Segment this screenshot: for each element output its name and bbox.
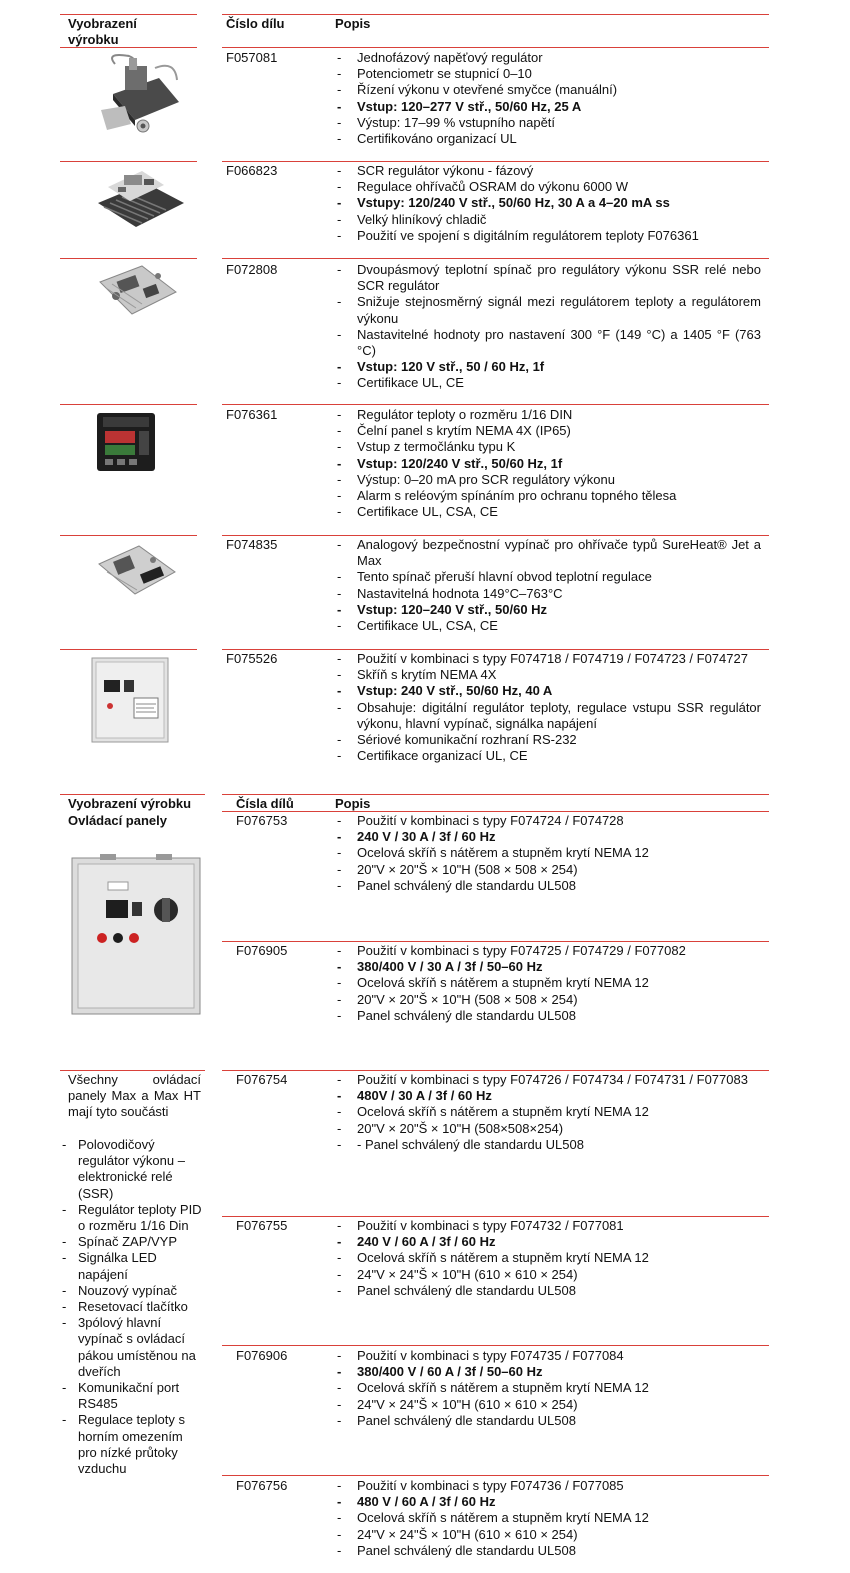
list-item: - 24"V × 24"Š × 10"H (610 × 610 × 254) [334, 1527, 761, 1543]
list-item: - Nouzový vypínač [62, 1283, 204, 1299]
description-list [334, 537, 761, 634]
list-item: - Regulátor teploty o rozměru 1/16 DIN [334, 407, 761, 423]
list-item: - Panel schválený dle standardu UL508 [334, 1008, 761, 1024]
part-number: F057081 [226, 50, 278, 65]
part-number: F076753 [236, 813, 288, 828]
list-item: - Nastavitelná hodnota 149°C–763°C [334, 586, 761, 602]
list-item: - Použití v kombinaci s typy F074735 / F077084 [334, 1348, 761, 1364]
list-item: - Použití v kombinaci s typy F074726 / F074734 / F074731 / F077083 [334, 1072, 761, 1088]
list-item: - Panel schválený dle standardu UL508 [334, 878, 761, 894]
nema-enclosure-photo [90, 656, 172, 746]
list-item: - Tento spínač přeruší hlavní obvod teplotní regulace [334, 569, 761, 585]
description-list [334, 262, 761, 392]
list-item: - Sériové komunikační rozhraní RS-232 [334, 732, 761, 748]
list-item: - Použití v kombinaci s typy F074718 / F074719 / F074723 / F074727 [334, 651, 761, 667]
row-divider [222, 1345, 769, 1346]
list-item: - Certifikováno organizací UL [334, 131, 761, 147]
list-item: - Použití v kombinaci s typy F074736 / F077085 [334, 1478, 761, 1494]
list-item: - Dvoupásmový teplotní spínač pro regulátory výkonu SSR relé nebo SCR regulátor [334, 262, 761, 294]
part-number: F076361 [226, 407, 278, 422]
list-item: - Certifikace UL, CSA, CE [334, 618, 761, 634]
control-panel-photo [70, 852, 204, 1018]
list-item: - Ocelová skříň s nátěrem a stupněm krytí NEMA 12 [334, 1380, 761, 1396]
list-item: - Signálka LED napájení [62, 1250, 204, 1282]
row-divider [222, 794, 769, 795]
scr-power-regulator-photo [94, 163, 186, 233]
list-item: - Certifikace UL, CE [334, 375, 761, 391]
list-item: - Ocelová skříň s nátěrem a stupněm krytí NEMA 12 [334, 1104, 761, 1120]
list-item: - Ocelová skříň s nátěrem a stupněm krytí NEMA 12 [334, 1510, 761, 1526]
list-item: - 24"V × 24"Š × 10"H (610 × 610 × 254) [334, 1397, 761, 1413]
list-item: - Potenciometr se stupnicí 0–10 [334, 66, 761, 82]
column-header-image: Vyobrazení výrobku [68, 16, 137, 48]
part-number: F075526 [226, 651, 278, 666]
list-item: - 240 V / 60 A / 3f / 60 Hz [334, 1234, 761, 1250]
column-header-part: Číslo dílu [226, 16, 285, 31]
list-item: - 20"V × 20"Š × 10"H (508 × 508 × 254) [334, 862, 761, 878]
list-item: - 3pólový hlavní vypínač s ovládací pákou umístěnou na dveřích [62, 1315, 204, 1380]
list-item: - Čelní panel s krytím NEMA 4X (IP65) [334, 423, 761, 439]
row-divider [60, 161, 197, 162]
description-list [334, 1218, 761, 1299]
list-item: - Panel schválený dle standardu UL508 [334, 1543, 761, 1559]
list-item: - 24"V × 24"Š × 10"H (610 × 610 × 254) [334, 1267, 761, 1283]
list-item: - Vstup: 120 V stř., 50 / 60 Hz, 1f [334, 359, 761, 375]
safety-switch-photo [95, 542, 177, 606]
row-divider [222, 1070, 769, 1071]
sidebar-intro: Všechny ovládací panely Max a Max HT mají tyto součásti [68, 1072, 201, 1120]
list-item: - Panel schválený dle standardu UL508 [334, 1283, 761, 1299]
list-item: - Alarm s reléovým spínáním pro ochranu topného tělesa [334, 488, 761, 504]
description-list [334, 407, 761, 520]
list-item: - Vstup: 120/240 V stř., 50/60 Hz, 1f [334, 456, 761, 472]
part-number: F066823 [226, 163, 278, 178]
section-title: Ovládací panely [68, 813, 167, 828]
list-item: - Vstup: 240 V stř., 50/60 Hz, 40 A [334, 683, 761, 699]
header-rule-bottom [222, 811, 769, 812]
row-divider [60, 535, 197, 536]
list-item: - Vstup: 120–277 V stř., 50/60 Hz, 25 A [334, 99, 761, 115]
row-divider [222, 258, 769, 259]
list-item: - Obsahuje: digitální regulátor teploty, regulace vstupu SSR regulátor výkonu, hlavní vypínač, signálka napájení [334, 700, 761, 732]
list-item: - Snižuje stejnosměrný signál mezi regulátorem teploty a regulátorem výkonu [334, 294, 761, 326]
list-item: - Vstupy: 120/240 V stř., 50/60 Hz, 30 A a 4–20 mA ss [334, 195, 761, 211]
column-header-description: Popis [335, 796, 371, 811]
list-item: - 20"V × 20"Š × 10"H (508 × 508 × 254) [334, 992, 761, 1008]
part-number: F076906 [236, 1348, 288, 1363]
list-item: - Analogový bezpečnostní vypínač pro ohřívače typů SureHeat® Jet a Max [334, 537, 761, 569]
list-item: - Výstup: 0–20 mA pro SCR regulátory výkonu [334, 472, 761, 488]
voltage-regulator-photo [95, 50, 185, 136]
list-item: - Skříň s krytím NEMA 4X [334, 667, 761, 683]
row-divider [222, 161, 769, 162]
dual-band-switch-photo [96, 262, 180, 324]
list-item: - 480V / 30 A / 3f / 60 Hz [334, 1088, 761, 1104]
list-item: - Regulace ohřívačů OSRAM do výkonu 6000 W [334, 179, 761, 195]
list-item: - Certifikace organizací UL, CE [334, 748, 761, 764]
sidebar-list [62, 1137, 204, 1477]
description-list [334, 813, 761, 894]
header-rule-top [60, 14, 197, 15]
row-divider [60, 258, 197, 259]
description-list [334, 1478, 761, 1559]
part-number: F076754 [236, 1072, 288, 1087]
list-item: - Řízení výkonu v otevřené smyčce (manuální) [334, 82, 761, 98]
list-item: - Použití v kombinaci s typy F074725 / F074729 / F077082 [334, 943, 761, 959]
list-item: - Ocelová skříň s nátěrem a stupněm krytí NEMA 12 [334, 1250, 761, 1266]
description-list [334, 651, 761, 764]
row-divider [222, 404, 769, 405]
row-divider [60, 404, 197, 405]
description-list [334, 1072, 761, 1153]
list-item: - Použití v kombinaci s typy F074724 / F074728 [334, 813, 761, 829]
list-item: - Použití ve spojení s digitálním regulátorem teploty F076361 [334, 228, 761, 244]
description-list [334, 943, 761, 1024]
list-item: - 20"V × 20"Š × 10"H (508×508×254) [334, 1121, 761, 1137]
row-divider [60, 649, 197, 650]
list-item: - Nastavitelné hodnoty pro nastavení 300 °F (149 °C) a 1405 °F (763 °C) [334, 327, 761, 359]
part-number: F076755 [236, 1218, 288, 1233]
header-rule-top [222, 14, 769, 15]
list-item: - Panel schválený dle standardu UL508 [334, 1413, 761, 1429]
row-divider [60, 794, 205, 795]
part-number: F072808 [226, 262, 278, 277]
row-divider [222, 1216, 769, 1217]
list-item: - Velký hliníkový chladič [334, 212, 761, 228]
list-item: - Spínač ZAP/VYP [62, 1234, 204, 1250]
row-divider [222, 649, 769, 650]
header-rule-bottom [60, 47, 197, 48]
part-number: F074835 [226, 537, 278, 552]
list-item: - Ocelová skříň s nátěrem a stupněm krytí NEMA 12 [334, 975, 761, 991]
column-header-parts: Čísla dílů [236, 796, 294, 811]
list-item: - Regulátor teploty PID o rozměru 1/16 Din [62, 1202, 204, 1234]
list-item: - Polovodičový regulátor výkonu – elektronické relé (SSR) [62, 1137, 204, 1202]
list-item: - Komunikační port RS485 [62, 1380, 204, 1412]
description-list [334, 50, 761, 147]
list-item: - Výstup: 17–99 % vstupního napětí [334, 115, 761, 131]
list-item: - 480 V / 60 A / 3f / 60 Hz [334, 1494, 761, 1510]
list-item: - Regulace teploty s horním omezením pro nízké průtoky vzduchu [62, 1412, 204, 1477]
list-item: - Jednofázový napěťový regulátor [334, 50, 761, 66]
list-item: - Použití v kombinaci s typy F074732 / F077081 [334, 1218, 761, 1234]
row-divider [222, 535, 769, 536]
list-item: - Certifikace UL, CSA, CE [334, 504, 761, 520]
column-header-description: Popis [335, 16, 371, 31]
list-item: - - Panel schválený dle standardu UL508 [334, 1137, 761, 1153]
part-number: F076756 [236, 1478, 288, 1493]
list-item: - 380/400 V / 60 A / 3f / 50–60 Hz [334, 1364, 761, 1380]
column-header-image: Vyobrazení výrobku [68, 796, 192, 811]
description-list [334, 163, 761, 244]
list-item: - 380/400 V / 30 A / 3f / 50–60 Hz [334, 959, 761, 975]
list-item: - SCR regulátor výkonu - fázový [334, 163, 761, 179]
list-item: - Ocelová skříň s nátěrem a stupněm krytí NEMA 12 [334, 845, 761, 861]
row-divider [222, 941, 769, 942]
row-divider [222, 1475, 769, 1476]
list-item: - Vstup: 120–240 V stř., 50/60 Hz [334, 602, 761, 618]
row-divider [60, 1070, 205, 1071]
temperature-controller-photo [95, 411, 157, 473]
description-list [334, 1348, 761, 1429]
part-number: F076905 [236, 943, 288, 958]
list-item: - 240 V / 30 A / 3f / 60 Hz [334, 829, 761, 845]
list-item: - Resetovací tlačítko [62, 1299, 204, 1315]
header-rule-bottom [222, 47, 769, 48]
list-item: - Vstup z termočlánku typu K [334, 439, 761, 455]
